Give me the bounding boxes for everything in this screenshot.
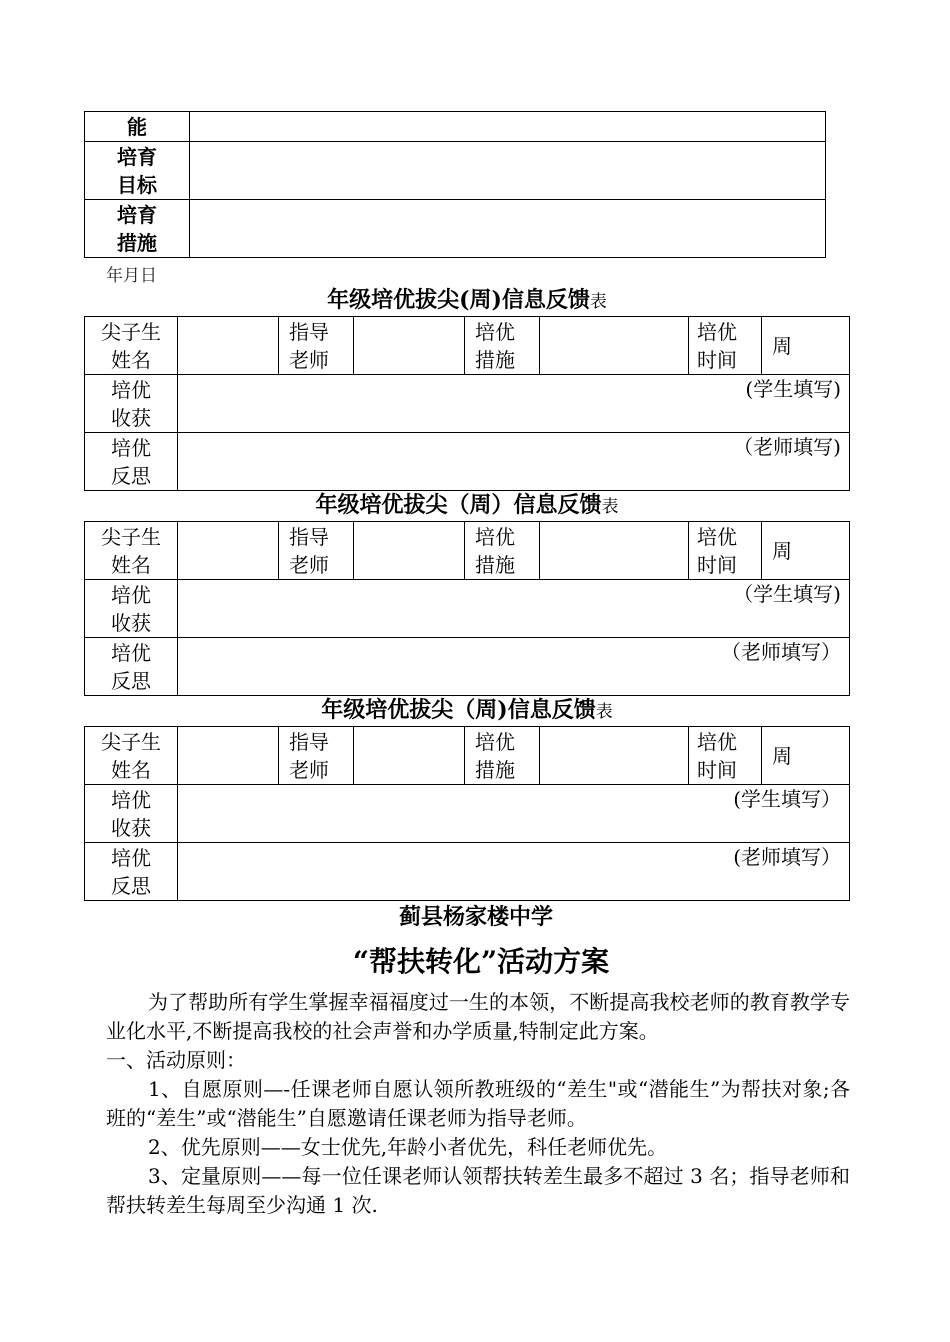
teacher-label: 指导 老师 xyxy=(279,317,354,375)
week-field[interactable]: 周 xyxy=(762,522,850,580)
plan-title: “帮扶转化”活动方案 xyxy=(352,945,610,978)
student-name-label: 尖子生 姓名 xyxy=(85,727,178,785)
form-title-2 xyxy=(84,492,850,520)
measure-label: 培优 措施 xyxy=(465,317,540,375)
form-title-suffix: 表 xyxy=(589,292,607,312)
date-line: 年月日 xyxy=(106,266,157,286)
goal-field[interactable] xyxy=(190,142,826,200)
harvest-label: 培优 收获 xyxy=(85,375,178,433)
time-label: 培优 时间 xyxy=(689,522,762,580)
harvest-field[interactable]: (学生填写) xyxy=(178,375,850,433)
form-title-suffix: 表 xyxy=(601,497,619,517)
harvest-label: 培优 收获 xyxy=(85,785,178,843)
measure-label: 培优 措施 xyxy=(465,727,540,785)
week-field[interactable]: 周 xyxy=(762,727,850,785)
form-title-suffix: 表 xyxy=(595,702,613,722)
form-title-3 xyxy=(84,697,850,725)
goal-label-line2: 目标 xyxy=(117,172,157,197)
measure-label-line2: 措施 xyxy=(117,230,157,255)
form-title-text: 年级培优拔尖（周）信息反馈 xyxy=(315,492,602,518)
form-title-text: 年级培优拔尖（周)信息反馈 xyxy=(321,697,596,723)
time-label: 培优 时间 xyxy=(689,727,762,785)
reflect-field[interactable]: （老师填写） xyxy=(178,638,850,696)
student-name-field[interactable] xyxy=(178,317,279,375)
principle-1: 1、自愿原则—-任课老师自愿认领所教班级的“差生"或“潜能生”为帮扶对象;各班的“差生”或“潜能生”自愿邀请任课老师为指导老师。 xyxy=(106,1077,850,1130)
principle-2: 2、优先原则——女士优先,年龄小者优先，科任老师优先。 xyxy=(148,1135,668,1159)
time-label: 培优 时间 xyxy=(689,317,762,375)
student-name-field[interactable] xyxy=(178,727,279,785)
teacher-label: 指导 老师 xyxy=(279,727,354,785)
top-table xyxy=(84,111,826,258)
measure-label-line1: 培育 xyxy=(117,202,157,227)
form-title-1 xyxy=(84,287,850,315)
intro-paragraph: 为了帮助所有学生掌握幸福福度过一生的本领，不断提高我校老师的教育教学专业化水平,不断提高我校的社会声誉和办学质量,特制定此方案。 xyxy=(106,990,850,1043)
feedback-form-1 xyxy=(84,316,850,491)
ability-label: 能 xyxy=(85,112,190,142)
harvest-label: 培优 收获 xyxy=(85,580,178,638)
teacher-field[interactable] xyxy=(354,522,465,580)
goal-label xyxy=(85,142,190,200)
harvest-field[interactable]: (学生填写） xyxy=(178,785,850,843)
feedback-form-2 xyxy=(84,521,850,696)
reflect-field[interactable]: (老师填写） xyxy=(178,843,850,901)
measure-field[interactable] xyxy=(190,200,826,258)
student-name-field[interactable] xyxy=(178,522,279,580)
school-name: 蓟县杨家楼中学 xyxy=(398,904,553,930)
measure-field[interactable] xyxy=(540,317,689,375)
principle-3: 3、定量原则——每一位任课老师认领帮扶转差生最多不超过 3 名；指导老师和帮扶转差生每周至少沟通 1 次. xyxy=(106,1164,850,1217)
reflect-label: 培优 反思 xyxy=(85,433,178,491)
section-heading: 一、活动原则： xyxy=(106,1048,246,1072)
measure-label: 培优 措施 xyxy=(465,522,540,580)
reflect-label: 培优 反思 xyxy=(85,843,178,901)
teacher-field[interactable] xyxy=(354,317,465,375)
measure-label xyxy=(85,200,190,258)
form-title-text: 年级培优拔尖(周)信息反馈 xyxy=(327,287,590,313)
reflect-label: 培优 反思 xyxy=(85,638,178,696)
student-name-label: 尖子生 姓名 xyxy=(85,522,178,580)
week-field[interactable]: 周 xyxy=(762,317,850,375)
goal-label-line1: 培育 xyxy=(117,144,157,169)
reflect-field[interactable]: （老师填写) xyxy=(178,433,850,491)
teacher-field[interactable] xyxy=(354,727,465,785)
measure-field[interactable] xyxy=(540,522,689,580)
student-name-label: 尖子生 姓名 xyxy=(85,317,178,375)
feedback-form-3 xyxy=(84,726,850,901)
measure-field[interactable] xyxy=(540,727,689,785)
teacher-label: 指导 老师 xyxy=(279,522,354,580)
harvest-field[interactable]: （学生填写) xyxy=(178,580,850,638)
ability-field[interactable] xyxy=(190,112,826,142)
plan-body xyxy=(106,988,850,1220)
